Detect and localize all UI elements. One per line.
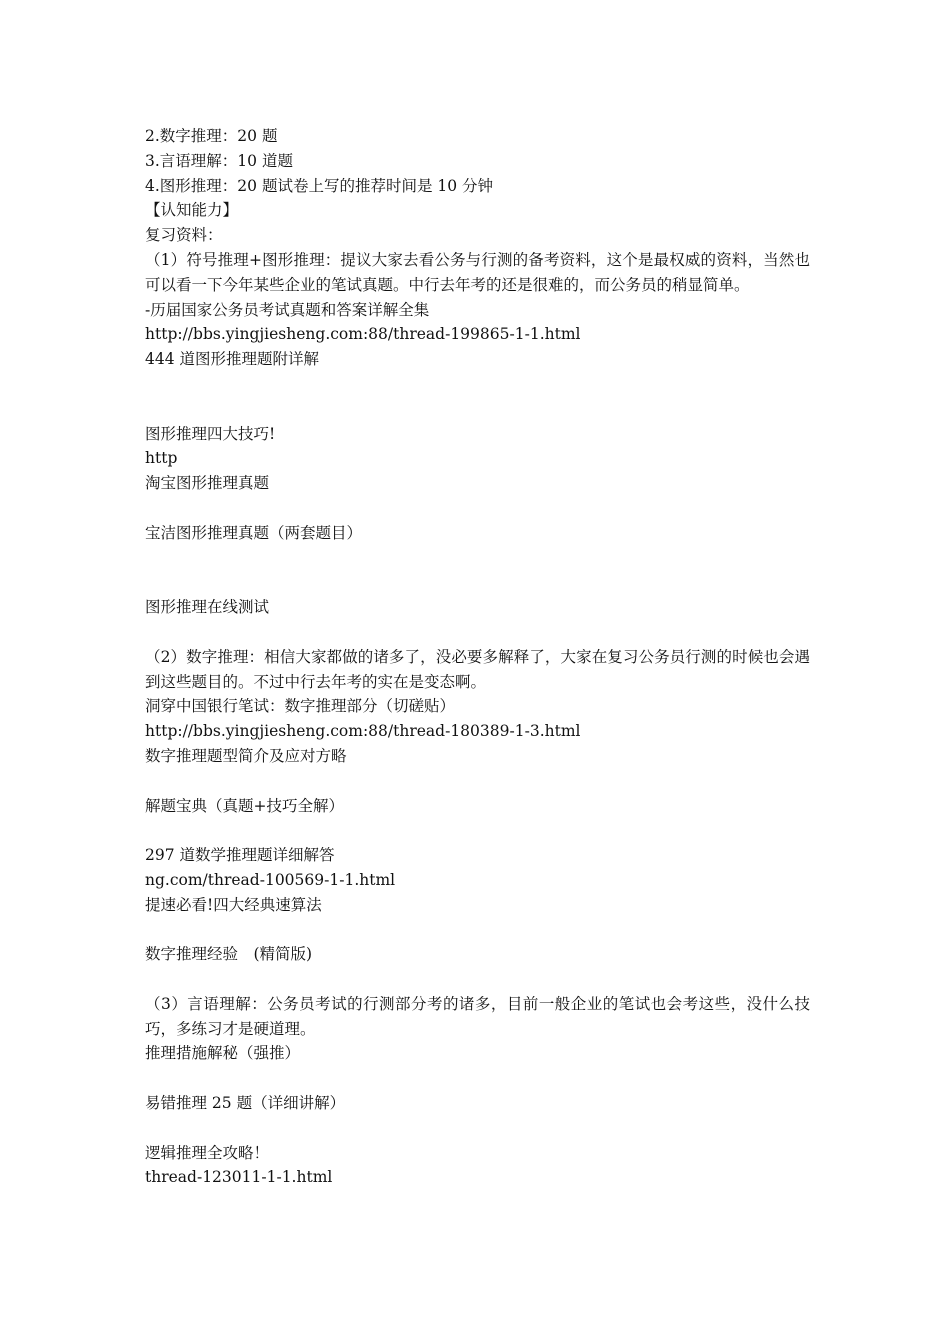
text-line: 数字推理题型简介及应对方略 (145, 746, 347, 765)
text-line: 图形推理在线测试 (145, 598, 270, 617)
text-line: 数字推理经验 (精简版) (145, 945, 313, 964)
text-line: 淘宝图形推理真题 (145, 474, 270, 493)
blank-line (145, 1116, 810, 1141)
text-line: 解题宝典（真题+技巧全解） (145, 796, 344, 815)
blank-line (145, 397, 810, 422)
text-line: 提速必看!四大经典速算法 (145, 895, 322, 914)
blank-line (145, 918, 810, 943)
section-heading: 【认知能力】 (145, 201, 239, 220)
text-line: 2.数字推理：20 题 (145, 127, 278, 145)
paragraph: （3）言语理解：公务员考试的行测部分考的诸多，目前一般企业的笔试也会考这些，没什么技巧，多练习才是硬道理。 (145, 994, 810, 1038)
text-line: 洞穿中国银行笔试：数字推理部分（切磋贴） (145, 697, 456, 716)
document-body (145, 124, 810, 1190)
text-line: 易错推理 25 题（详细讲解） (145, 1094, 346, 1113)
blank-line (145, 620, 810, 645)
url-text: http://bbs.yingjiesheng.com:88/thread-199865-1-1.html (145, 325, 581, 344)
text-line: 宝洁图形推理真题（两套题目） (145, 523, 363, 542)
blank-line (145, 1066, 810, 1091)
text-line: 4.图形推理：20 题试卷上写的推荐时间是 10 分钟 (145, 176, 494, 195)
blank-line (145, 769, 810, 794)
text-line: http (145, 449, 178, 468)
text-line: -历届国家公务员考试真题和答案详解全集 (145, 300, 430, 319)
paragraph: （1）符号推理+图形推理：提议大家去看公务与行测的备考资料，这个是最权威的资料，当然也可以看一下今年某些企业的笔试真题。中行去年考的还是很难的，而公务员的稍显简单。 (145, 250, 810, 294)
blank-line (145, 967, 810, 992)
text-line: 逻辑推理全攻略！ (145, 1143, 270, 1162)
text-line: 3.言语理解：10 道题 (145, 151, 293, 170)
paragraph: （2）数字推理：相信大家都做的诸多了，没必要多解释了，大家在复习公务员行测的时候也会遇到这些题目的。不过中行去年考的实在是变态啊。 (145, 647, 810, 691)
text-line: 297 道数学推理题详细解答 (145, 846, 335, 865)
url-text: ng.com/thread-100569-1-1.html (145, 870, 396, 889)
url-text: thread-123011-1-1.html (145, 1168, 333, 1187)
url-text: http://bbs.yingjiesheng.com:88/thread-180389-1-3.html (145, 722, 581, 741)
text-line: 图形推理四大技巧! (145, 424, 276, 443)
blank-line (145, 496, 810, 521)
text-line: 复习资料： (145, 226, 223, 245)
blank-line (145, 570, 810, 595)
text-line: 推理措施解秘（强推） (145, 1044, 301, 1063)
blank-line (145, 546, 810, 571)
blank-line (145, 818, 810, 843)
text-line: 444 道图形推理题附详解 (145, 350, 320, 369)
blank-line (145, 372, 810, 397)
